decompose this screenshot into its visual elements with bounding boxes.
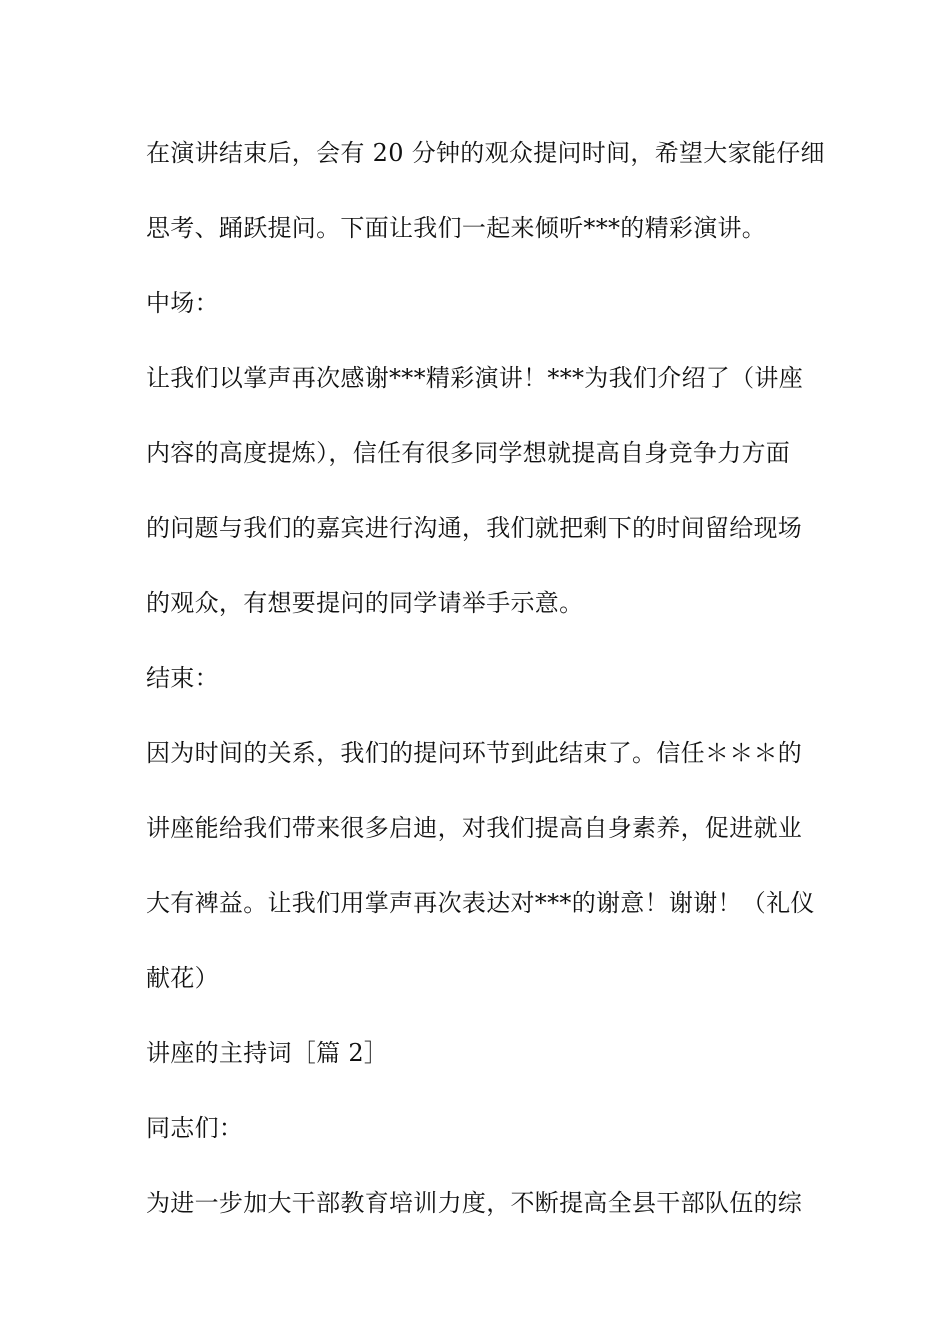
paragraph-line: 在演讲结束后，会有 20 分钟的观众提问时间，希望大家能仔细 [146,139,825,167]
paragraph-line: 内容的高度提炼），信任有很多同学想就提高自身竞争力方面 [146,439,791,467]
paragraph-line: 的问题与我们的嘉宾进行沟通，我们就把剩下的时间留给现场 [146,514,803,542]
paragraph-line: 的观众，有想要提问的同学请举手示意。 [146,589,584,617]
salutation: 同志们： [146,1114,244,1142]
paragraph-line: 因为时间的关系，我们的提问环节到此结束了。信任＊＊＊的 [146,739,803,767]
paragraph-line: 思考、踊跃提问。下面让我们一起来倾听***的精彩演讲。 [146,214,767,242]
paragraph-line: 为进一步加大干部教育培训力度，不断提高全县干部队伍的综 [146,1189,803,1217]
paragraph-line: 讲座能给我们带来很多启迪，对我们提高自身素养，促进就业 [146,814,803,842]
section-heading: 讲座的主持词［篇 2］ [146,1039,389,1067]
paragraph-line: 献花） [146,964,219,992]
section-label-ending: 结束： [146,664,219,692]
section-label-midfield: 中场： [146,289,219,317]
paragraph-line: 让我们以掌声再次感谢***精彩演讲！***为我们介绍了（讲座 [146,364,803,392]
paragraph-line: 大有裨益。让我们用掌声再次表达对***的谢意！谢谢！（礼仪 [146,889,815,917]
